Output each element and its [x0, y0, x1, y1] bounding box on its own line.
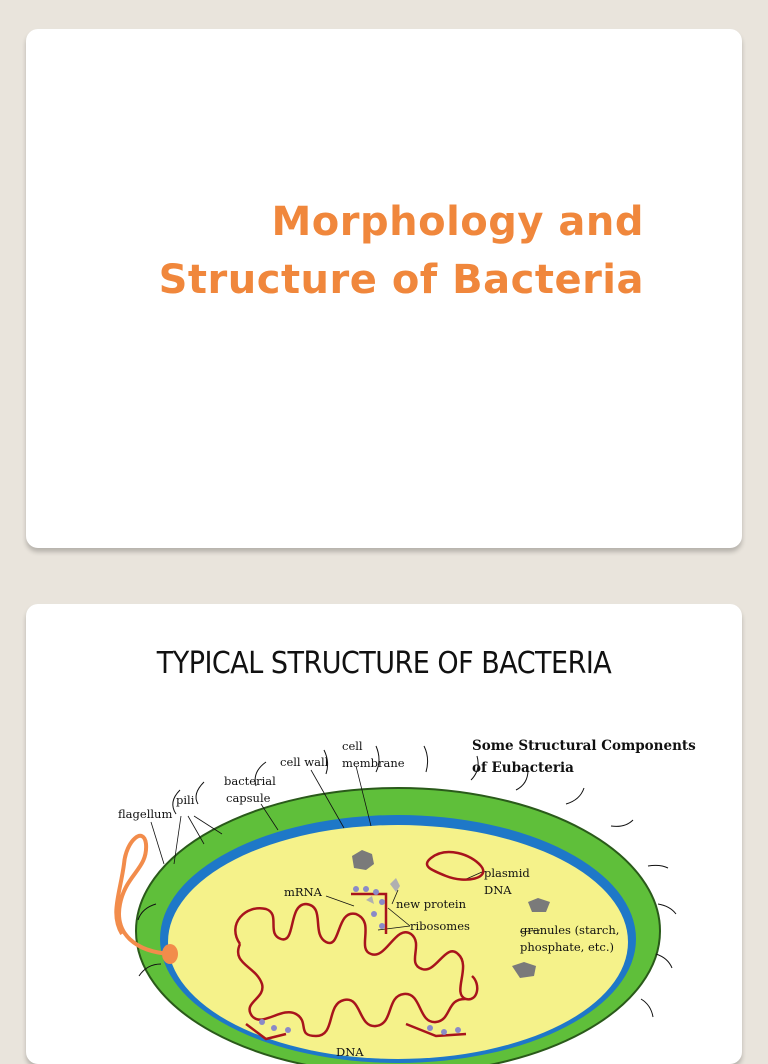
label-granules-2: phosphate, etc.): [520, 940, 614, 954]
diagram-heading-line-1: Some Structural Components: [472, 738, 696, 754]
label-bacterial: bacterial: [224, 774, 276, 788]
flagellum-base: [162, 944, 178, 964]
label-granules-1: granules (starch,: [520, 923, 620, 937]
slide-title-line-1: Morphology and: [271, 199, 644, 245]
label-ribosomes: ribosomes: [410, 919, 470, 933]
title-slide: [26, 29, 742, 548]
diagram-heading-line-2: of Eubacteria: [472, 760, 574, 776]
label-dna: DNA: [336, 1045, 364, 1059]
label-flagellum: flagellum: [118, 807, 173, 821]
slide-title: [159, 193, 644, 309]
label-cell: cell: [342, 739, 363, 753]
slide-heading: TYPICAL STRUCTURE OF BACTERIA: [156, 646, 612, 681]
label-membrane: membrane: [342, 756, 405, 770]
label-capsule: capsule: [226, 791, 271, 805]
label-plasmid-dna: DNA: [484, 883, 512, 897]
slide-title-line-2: Structure of Bacteria: [158, 257, 644, 303]
label-plasmid: plasmid: [484, 866, 530, 880]
label-cell-wall: cell wall: [280, 755, 329, 769]
label-pili: pili: [176, 793, 195, 807]
label-mrna: mRNA: [284, 885, 322, 899]
label-new-protein: new protein: [396, 897, 467, 911]
bacteria-diagram: [26, 604, 742, 1064]
bacteria-structure-slide: [26, 604, 742, 1064]
